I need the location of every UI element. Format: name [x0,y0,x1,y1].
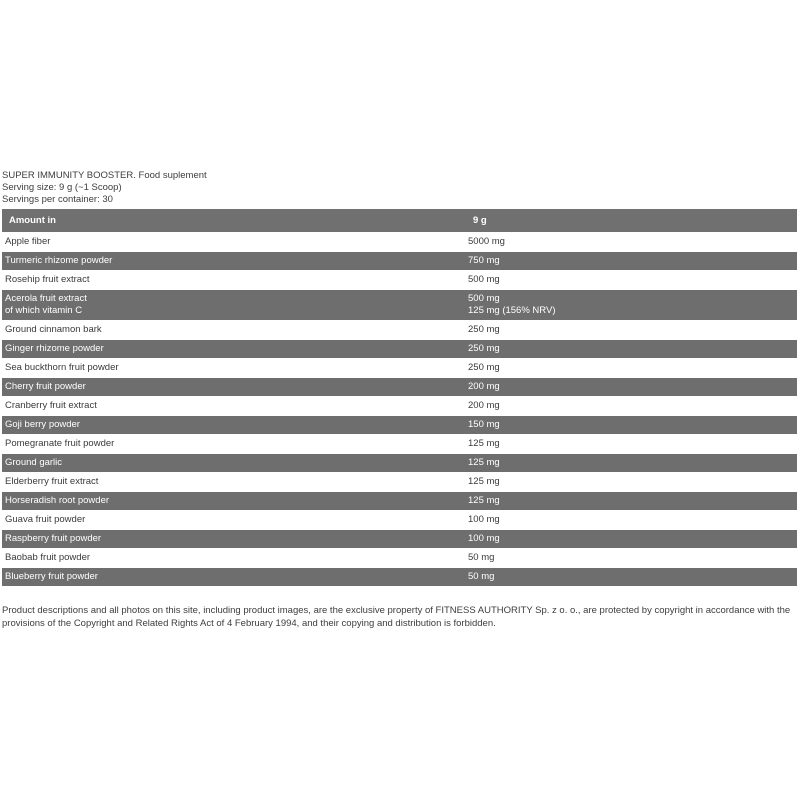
ingredient-name: Blueberry fruit powder [5,571,98,582]
table-row [2,359,797,378]
ingredient-name: Guava fruit powder [5,514,86,525]
copyright-notice: Product descriptions and all photos on this site, including product images, are the exclusive property of FITNESS AUTHORITY Sp. z o. o., are protected by copyright in accordance with the provisions of the Copyright and Related Rights Act of 4 February 1994, and their copying and distribution is forbidden. [2,605,791,629]
table-row [2,321,797,340]
ingredient-name-cell [2,340,464,359]
ingredient-name-cell [2,252,464,271]
table-row [2,290,797,321]
ingredient-amount-cell [464,435,797,454]
ingredient-amount-cell [464,359,797,378]
table-row [2,233,797,252]
ingredient-name: Ground cinnamon bark [5,324,102,335]
ingredient-amount: 150 mg [468,419,500,430]
ingredient-amount-cell [464,511,797,530]
ingredient-amount: 125 mg [468,438,500,449]
ingredient-amount: 500 mg [468,274,500,285]
ingredient-amount-cell [464,416,797,435]
ingredient-amount: 750 mg [468,255,500,266]
ingredient-name-cell [2,454,464,473]
ingredient-amount: 5000 mg [468,236,505,247]
ingredient-amount: 100 mg [468,533,500,544]
table-row [2,511,797,530]
table-row [2,568,797,587]
ingredient-name: Raspberry fruit powder [5,533,102,544]
ingredient-name-cell [2,359,464,378]
ingredient-amount: 250 mg [468,343,500,354]
table-row [2,340,797,359]
supplement-facts-section [2,170,798,630]
ingredient-name: Horseradish root powder [5,495,110,506]
product-title: SUPER IMMUNITY BOOSTER. Food suplement [2,170,207,181]
table-row [2,397,797,416]
supplement-facts-table [2,209,797,587]
table-header-row [2,209,797,233]
table-row [2,435,797,454]
ingredient-amount: 50 mg [468,552,495,563]
column-header-ingredient: Amount in [2,209,464,233]
ingredient-amount: 250 mg [468,324,500,335]
ingredient-amount-cell [464,568,797,587]
ingredient-name: Goji berry powder [5,419,80,430]
ingredient-amount-cell [464,340,797,359]
ingredient-amount: 200 mg [468,400,500,411]
column-header-amount: 9 g [464,209,797,233]
ingredient-name: Pomegranate fruit powder [5,438,115,449]
ingredient-name-cell [2,233,464,252]
ingredient-name-cell [2,473,464,492]
ingredient-amount: 250 mg [468,362,500,373]
ingredient-name: Acerola fruit extract [5,293,87,304]
table-row [2,549,797,568]
ingredient-name: Sea buckthorn fruit powder [5,362,119,373]
ingredient-amount-cell [464,397,797,416]
table-row [2,252,797,271]
ingredient-name-cell [2,397,464,416]
ingredient-amount-cell [464,492,797,511]
table-row [2,530,797,549]
ingredient-name-cell [2,568,464,587]
ingredient-amount-cell [464,454,797,473]
table-row [2,378,797,397]
ingredient-name-cell [2,530,464,549]
table-row [2,473,797,492]
ingredient-amount: 500 mg [468,293,500,304]
ingredient-amount-cell [464,252,797,271]
ingredient-amount: 100 mg [468,514,500,525]
ingredient-amount: 125 mg (156% NRV) [468,305,556,316]
ingredient-amount-cell [464,473,797,492]
ingredient-amount: 125 mg [468,457,500,468]
ingredient-name: Turmeric rhizome powder [5,255,113,266]
table-row [2,271,797,290]
ingredient-name: Elderberry fruit extract [5,476,99,487]
ingredient-name: Cherry fruit powder [5,381,86,392]
ingredient-amount-cell [464,378,797,397]
ingredient-amount: 125 mg [468,495,500,506]
ingredient-name: of which vitamin C [5,305,83,316]
table-body [2,233,797,587]
ingredient-name-cell [2,290,464,321]
ingredient-amount: 50 mg [468,571,495,582]
ingredient-name-cell [2,435,464,454]
ingredient-name: Ginger rhizome powder [5,343,104,354]
ingredient-amount: 125 mg [468,476,500,487]
ingredient-name-cell [2,321,464,340]
ingredient-name: Apple fiber [5,236,51,247]
table-row [2,492,797,511]
table-row [2,454,797,473]
ingredient-name-cell [2,549,464,568]
serving-size: Serving size: 9 g (~1 Scoop) [2,182,122,193]
ingredient-amount-cell [464,233,797,252]
ingredient-name: Baobab fruit powder [5,552,91,563]
ingredient-name-cell [2,416,464,435]
ingredient-name-cell [2,271,464,290]
ingredient-amount-cell [464,290,797,321]
ingredient-name: Cranberry fruit extract [5,400,97,411]
ingredient-name: Rosehip fruit extract [5,274,90,285]
ingredient-name-cell [2,378,464,397]
ingredient-amount-cell [464,549,797,568]
table-row [2,416,797,435]
ingredient-name-cell [2,492,464,511]
ingredient-amount: 200 mg [468,381,500,392]
ingredient-amount-cell [464,271,797,290]
ingredient-name: Ground garlic [5,457,63,468]
servings-per-container: Servings per container: 30 [2,194,113,205]
ingredient-name-cell [2,511,464,530]
ingredient-amount-cell [464,530,797,549]
ingredient-amount-cell [464,321,797,340]
